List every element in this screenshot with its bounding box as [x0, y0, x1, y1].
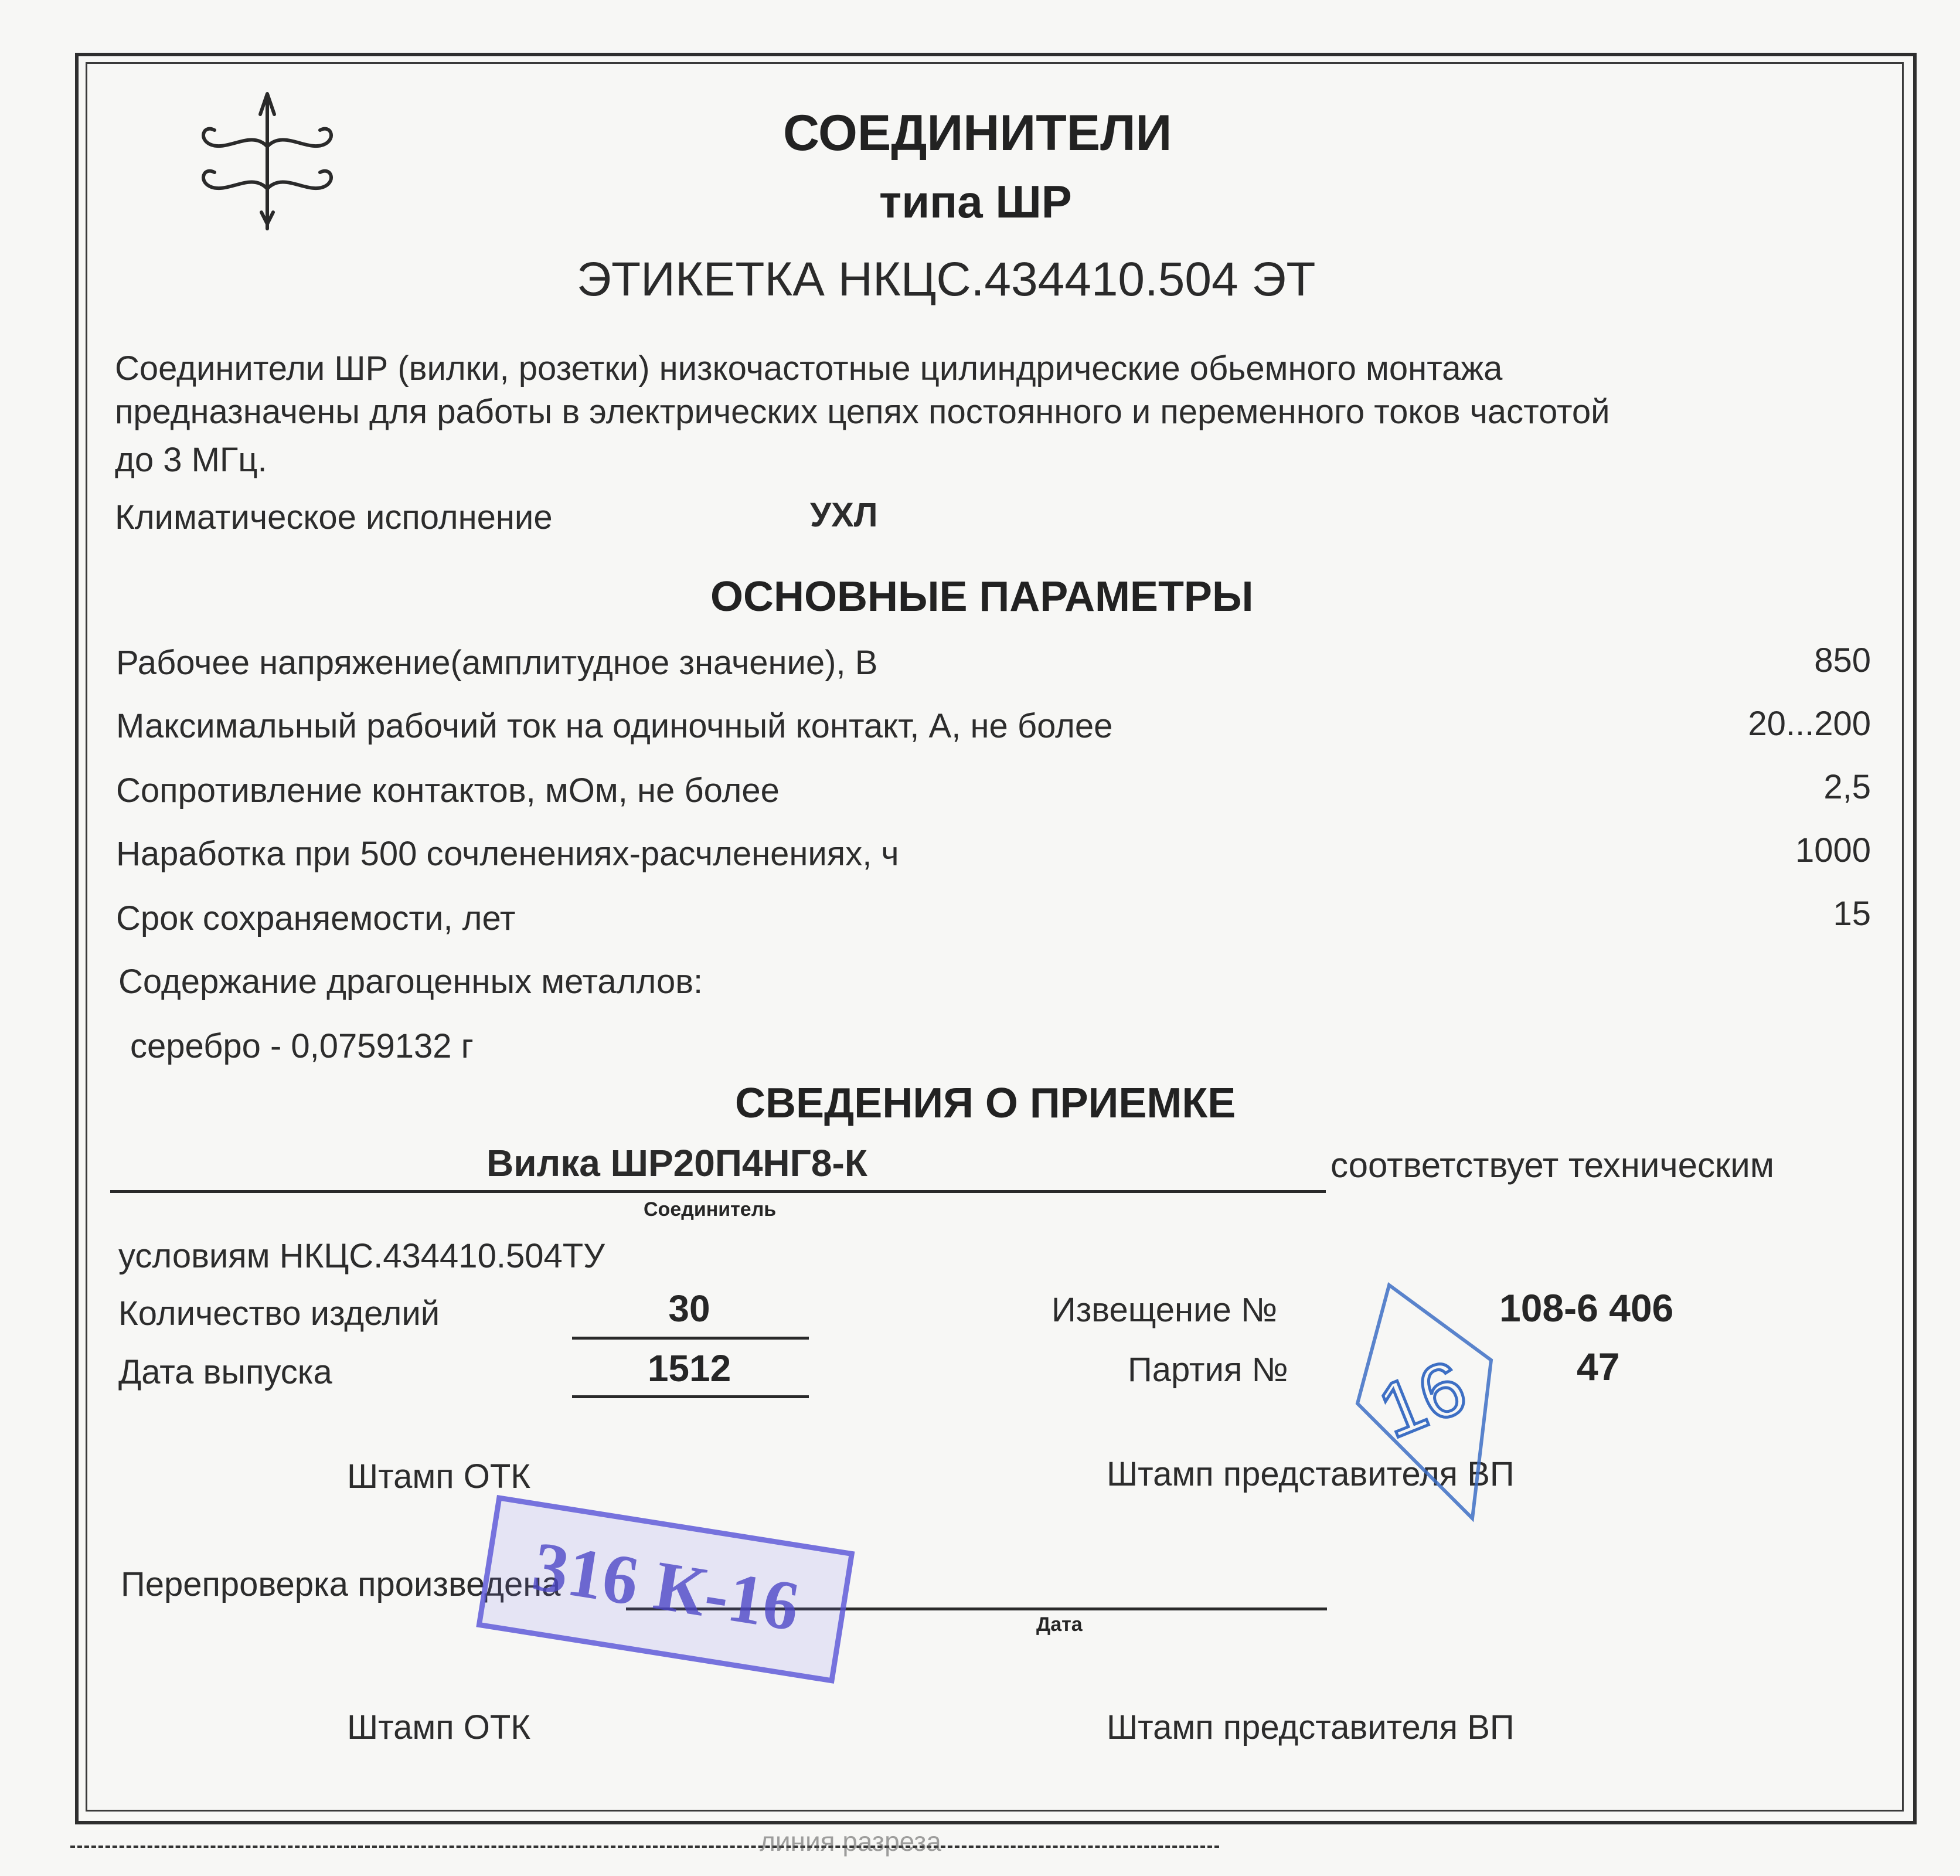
param-label-current: Максимальный рабочий ток на одиночный контакт, А, не более [116, 707, 1113, 745]
stamp-vp-label: Штамп представителя ВП [1107, 1455, 1515, 1493]
param-label-voltage: Рабочее напряжение(амплитудное значение), В [116, 644, 878, 682]
param-value-voltage: 850 [1814, 641, 1871, 679]
param-value-shelf-life: 15 [1833, 895, 1871, 933]
product-name: Вилка ШР20П4НГ8-К [486, 1142, 867, 1184]
vp-stamp-number: 16 [1366, 1343, 1478, 1454]
param-value-operating-time: 1000 [1795, 831, 1871, 869]
notice-value: 108-6 406 [1499, 1286, 1674, 1330]
stamp-otk-label-2: Штамп ОТК [347, 1708, 531, 1746]
intro-line-2: предназначены для работы в электрических цепях постоянного и переменного токов частотой [115, 393, 1610, 431]
quantity-value: 30 [668, 1287, 710, 1330]
recheck-date-caption: Дата [1036, 1613, 1083, 1636]
param-label-operating-time: Наработка при 500 сочленениях-расчленениях, ч [116, 835, 899, 873]
precious-metals-label: Содержание драгоценных металлов: [118, 963, 703, 1001]
climate-label: Климатическое исполнение [115, 498, 553, 536]
precious-metals-value: серебро - 0,0759132 г [130, 1027, 474, 1065]
release-date-value: 1512 [647, 1347, 731, 1389]
stamp-vp-label-2: Штамп представителя ВП [1107, 1708, 1515, 1746]
release-date-underline [572, 1395, 809, 1398]
intro-line-1: Соединители ШР (вилки, розетки) низкочастотные цилиндрические обьемного монтажа [115, 349, 1503, 388]
product-caption: Соединитель [644, 1198, 777, 1221]
cut-line-text: линия разреза [760, 1826, 941, 1857]
batch-value: 47 [1577, 1345, 1620, 1388]
notice-label: Извещение № [1052, 1291, 1278, 1329]
doc-title: СОЕДИНИТЕЛИ [783, 105, 1172, 161]
stamp-otk-label: Штамп ОТК [347, 1457, 531, 1496]
doc-subtitle: типа ШР [879, 176, 1072, 227]
release-date-label: Дата выпуска [118, 1353, 332, 1391]
climate-value: УХЛ [810, 496, 878, 534]
connector-logo-icon [186, 88, 351, 235]
product-underline [110, 1190, 1326, 1193]
param-label-shelf-life: Срок сохраняемости, лет [116, 899, 516, 937]
param-label-resistance: Сопротивление контактов, мОм, не более [116, 772, 780, 810]
quantity-label: Количество изделий [118, 1294, 440, 1333]
acceptance-heading: СВЕДЕНИЯ О ПРИЕМКЕ [735, 1080, 1236, 1127]
conditions-text: условиям НКЦС.434410.504ТУ [118, 1237, 605, 1275]
otk-ink-stamp: 316 К-16 [476, 1495, 855, 1684]
param-value-resistance: 2,5 [1823, 768, 1871, 806]
quantity-underline [572, 1337, 809, 1340]
conforms-text: соответствует техническим [1331, 1146, 1775, 1185]
params-heading: ОСНОВНЫЕ ПАРАМЕТРЫ [710, 573, 1254, 620]
recheck-label: Перепроверка произведена [121, 1565, 561, 1603]
batch-label: Партия № [1128, 1351, 1288, 1389]
intro-line-3: до 3 МГц. [115, 441, 267, 479]
param-value-current: 20...200 [1748, 705, 1871, 743]
cut-line [70, 1846, 1219, 1848]
vp-diamond-stamp [1348, 1278, 1524, 1524]
doc-label-number: ЭТИКЕТКА НКЦС.434410.504 ЭТ [577, 253, 1316, 306]
